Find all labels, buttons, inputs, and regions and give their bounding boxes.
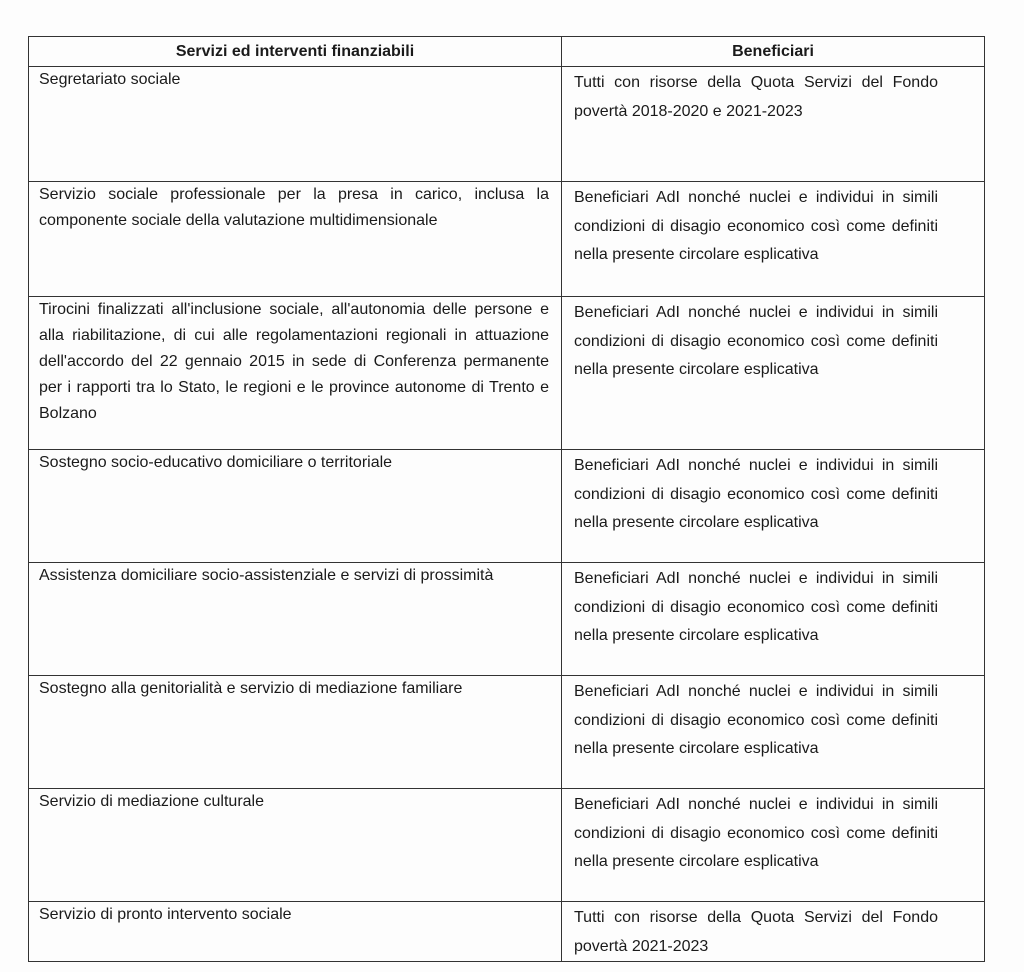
- service-cell: Segretariato sociale: [29, 67, 562, 182]
- beneficiaries-cell: Beneficiari AdI nonché nuclei e individui in simili condizioni di disagio economico così come definiti nella presente circolare esplicativa: [562, 297, 985, 450]
- beneficiaries-cell: Beneficiari AdI nonché nuclei e individui in simili condizioni di disagio economico così come definiti nella presente circolare esplicativa: [562, 563, 985, 676]
- services-table: [28, 36, 985, 962]
- table-row: [29, 450, 985, 563]
- service-cell: Sostegno alla genitorialità e servizio di mediazione familiare: [29, 676, 562, 789]
- service-cell: Assistenza domiciliare socio-assistenziale e servizi di prossimità: [29, 563, 562, 676]
- table-row: [29, 789, 985, 902]
- table-row: [29, 902, 985, 962]
- service-cell: Servizio sociale professionale per la presa in carico, inclusa la componente sociale della valutazione multidimensionale: [29, 182, 562, 297]
- table-header-row: [29, 37, 985, 67]
- service-cell: Tirocini finalizzati all'inclusione sociale, all'autonomia delle persone e alla riabilitazione, di cui alle regolamentazioni regionali in attuazione dell'accordo del 22 gennaio 2015 in sede di Conferenza permanente per i rapporti tra lo Stato, le regioni e le province autonome di Trento e Bolzano: [29, 297, 562, 450]
- beneficiaries-cell: Beneficiari AdI nonché nuclei e individui in simili condizioni di disagio economico così come definiti nella presente circolare esplicativa: [562, 450, 985, 563]
- table-row: [29, 563, 985, 676]
- table-row: [29, 67, 985, 182]
- table-row: [29, 182, 985, 297]
- beneficiaries-cell: Beneficiari AdI nonché nuclei e individui in simili condizioni di disagio economico così come definiti nella presente circolare esplicativa: [562, 789, 985, 902]
- table-row: [29, 297, 985, 450]
- beneficiaries-cell: Tutti con risorse della Quota Servizi del Fondo povertà 2021-2023: [562, 902, 985, 962]
- service-cell: Sostegno socio-educativo domiciliare o territoriale: [29, 450, 562, 563]
- column-header-beneficiaries: Beneficiari: [562, 37, 985, 67]
- beneficiaries-cell: Beneficiari AdI nonché nuclei e individui in simili condizioni di disagio economico così come definiti nella presente circolare esplicativa: [562, 676, 985, 789]
- column-header-services: Servizi ed interventi finanziabili: [29, 37, 562, 67]
- service-cell: Servizio di mediazione culturale: [29, 789, 562, 902]
- table-row: [29, 676, 985, 789]
- service-cell: Servizio di pronto intervento sociale: [29, 902, 562, 962]
- beneficiaries-cell: Tutti con risorse della Quota Servizi del Fondo povertà 2018-2020 e 2021-2023: [562, 67, 985, 182]
- beneficiaries-cell: Beneficiari AdI nonché nuclei e individui in simili condizioni di disagio economico così come definiti nella presente circolare esplicativa: [562, 182, 985, 297]
